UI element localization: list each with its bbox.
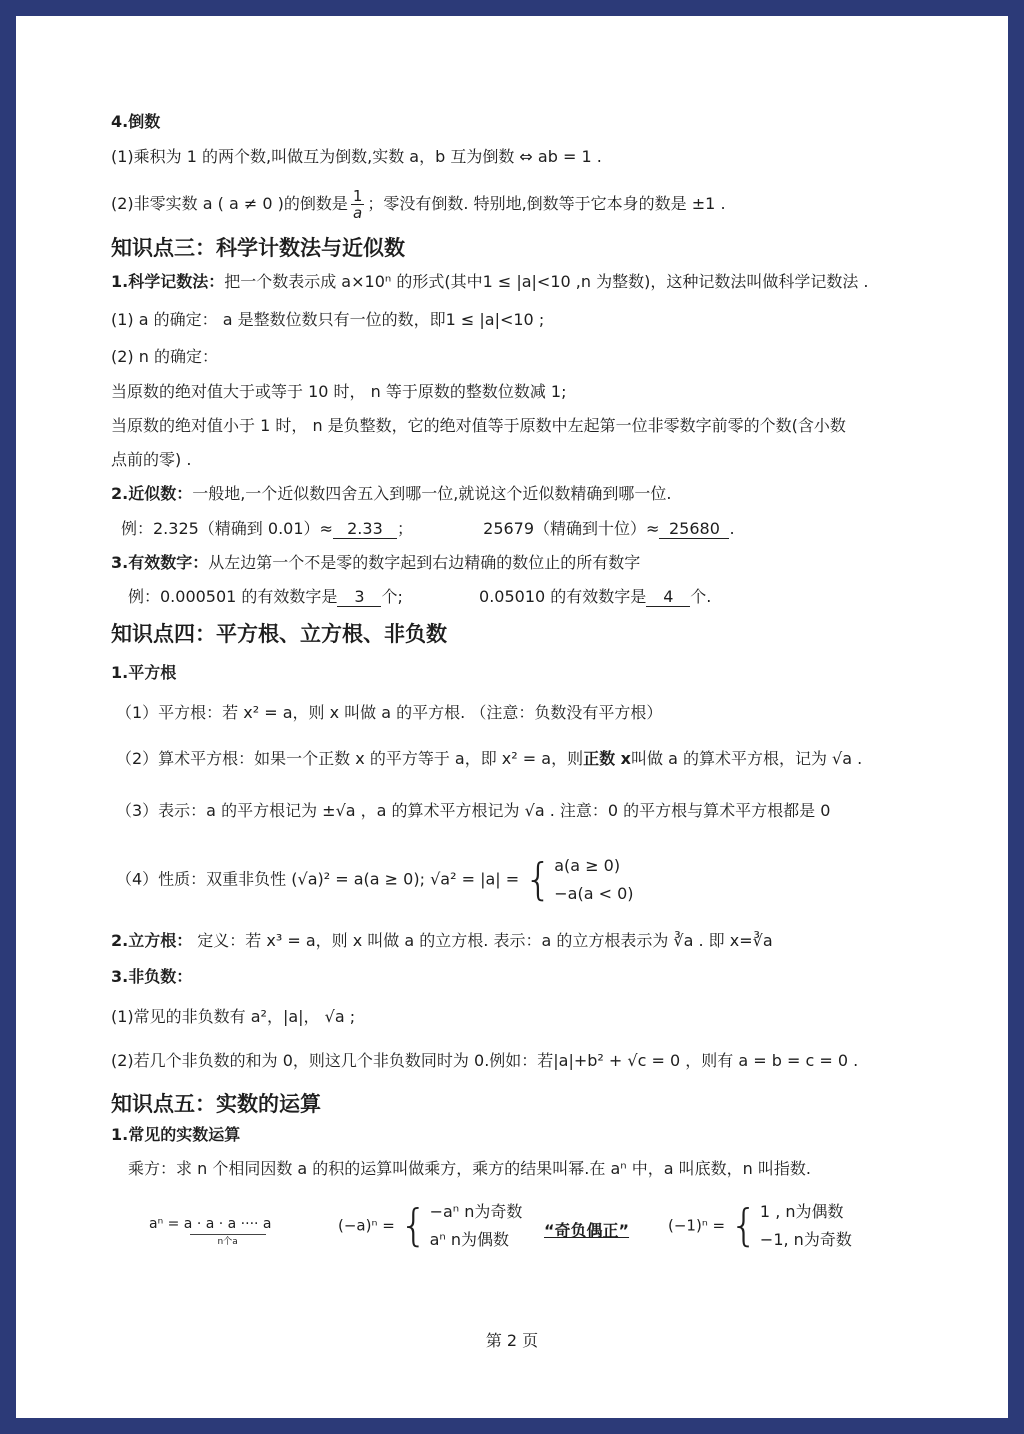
text-segment: 例：0.000501 的有效数字是 [128,587,338,606]
underbrace [184,1214,272,1249]
example-line [128,587,711,607]
text-segment: 个. [690,587,712,606]
term: 2.近似数： [111,484,193,503]
piecewise: { 1 , n为偶数 −1, n为奇数 [729,1200,852,1251]
fraction [351,188,365,221]
case: −aⁿ n为奇数 [429,1202,523,1221]
text-segment: （4）性质：双重非负性 (√a)² = a(a ≥ 0); √a² = |a| = [116,869,520,889]
text-line: 点前的零) . [111,450,192,469]
heading-knowledge-3: 知识点三：科学计数法与近似数 [111,236,405,260]
text-line: （3）表示：a 的平方根记为 ±√a ，a 的算术平方根记为 √a . 注意：0 的平方根与算术平方根都是 0 [116,801,831,820]
heading-knowledge-5: 知识点五：实数的运算 [111,1092,321,1116]
section-title-reciprocal: 4.倒数 [111,112,161,131]
case: a(a ≥ 0) [554,856,621,875]
text-line: (1)常见的非负数有 a²，|a|， √a ; [111,1007,356,1026]
text-segment: 例：2.325（精确到 0.01）≈ [121,519,333,538]
text-line: (2) n 的确定： [111,347,218,366]
text-line: 当原数的绝对值小于 1 时， n 是负整数，它的绝对值等于原数中左起第一位非零数字前零的个数(含小数 [111,416,846,435]
piecewise: { a(a ≥ 0) −a(a < 0) [524,854,634,905]
text-segment: . [729,519,735,538]
formula-left: (−1)ⁿ = [668,1216,726,1235]
answer-blank: 25680 [659,520,729,539]
emphasis: 正数 x [583,749,631,768]
text-line: (2)若几个非负数的和为 0，则这几个非负数同时为 0.例如：若|a|+b² + √c = 0 ，则有 a = b = c = 0 . [111,1051,859,1070]
subsection-title: 1.常见的实数运算 [111,1125,241,1144]
numerator: 1 [352,187,363,205]
text-line [111,931,773,951]
text-segment: （2）算术平方根：如果一个正数 x 的平方等于 a，即 x² = a，则 [116,749,584,768]
text-line [111,553,640,573]
text-line: 当原数的绝对值大于或等于 10 时， n 等于原数的整数位数减 1; [111,382,567,401]
text-line [116,856,634,904]
text-segment: (2)非零实数 a ( a ≠ 0 )的倒数是 [111,194,348,213]
motto: “奇负偶正” [544,1221,630,1240]
text-segment: 从左边第一个不是零的数字起到右边精确的数位止的所有数字 [208,553,641,572]
answer-blank: 3 [337,588,381,607]
text-segment: 0.05010 的有效数字是 [479,587,647,606]
product: a · a · a ···· a [183,1216,272,1232]
text-segment: ； [396,519,413,538]
text-segment: 把一个数表示成 a×10ⁿ 的形式(其中1 ≤ |a|<10 ,n 为整数)，这种记数法叫做科学记数法 . [224,272,869,291]
heading-knowledge-4: 知识点四：平方根、立方根、非负数 [111,622,447,646]
piecewise: { −aⁿ n为奇数 aⁿ n为偶数 [399,1200,523,1251]
text-segment: 个; [381,587,403,606]
example-line [121,519,735,539]
text-line: 乘方：求 n 个相同因数 a 的积的运算叫做乘方，乘方的结果叫幂.在 aⁿ 中，a 叫底数，n 叫指数. [128,1159,811,1178]
document-page [16,16,1008,1418]
text-segment: 25679（精确到十位）≈ [483,519,660,538]
case: −a(a < 0) [554,884,634,903]
text-segment: 叫做 a 的算术平方根，记为 √a . [630,749,863,768]
term: 3.有效数字： [111,553,209,572]
subsection-title: 3.非负数： [111,967,193,986]
subsection-title: 1.平方根 [111,663,177,682]
power-formula [149,1214,272,1249]
text-line [111,272,869,292]
case: aⁿ n为偶数 [429,1230,509,1249]
text-line [111,184,726,224]
text-line: (1) a 的确定： a 是整数位数只有一位的数，即1 ≤ |a|<10 ; [111,310,545,329]
formula-left: (−a)ⁿ = [338,1216,395,1235]
page-number: 第 2 页 [485,1331,539,1350]
text-line [116,749,862,769]
text-line: (1)乘积为 1 的两个数,叫做互为倒数,实数 a，b 互为倒数 ⇔ ab = 1 . [111,147,602,166]
text-segment: ；零没有倒数. 特别地,倒数等于它本身的数是 ±1 . [367,194,726,213]
term: 1.科学记数法： [111,272,225,291]
answer-blank: 2.33 [333,520,397,539]
term: 2.立方根： [111,931,193,950]
negative-base-formula [338,1202,522,1250]
formula-left: aⁿ = [149,1216,180,1232]
minus-one-formula [668,1202,852,1250]
text-line: （1）平方根：若 x² = a，则 x 叫做 a 的平方根. （注意：负数没有平方根） [116,703,663,722]
case: −1, n为奇数 [759,1230,852,1249]
text-segment: 一般地,一个近似数四舍五入到哪一位,就说这个近似数精确到哪一位. [192,484,672,503]
case: 1 , n为偶数 [759,1202,844,1221]
denominator: a [353,204,363,222]
underbrace-label: n个a [190,1234,266,1249]
text-line [111,484,671,504]
answer-blank: 4 [646,588,690,607]
text-segment: 定义：若 x³ = a，则 x 叫做 a 的立方根. 表示：a 的立方根表示为 ∛a . 即 x=∛a [192,931,773,950]
